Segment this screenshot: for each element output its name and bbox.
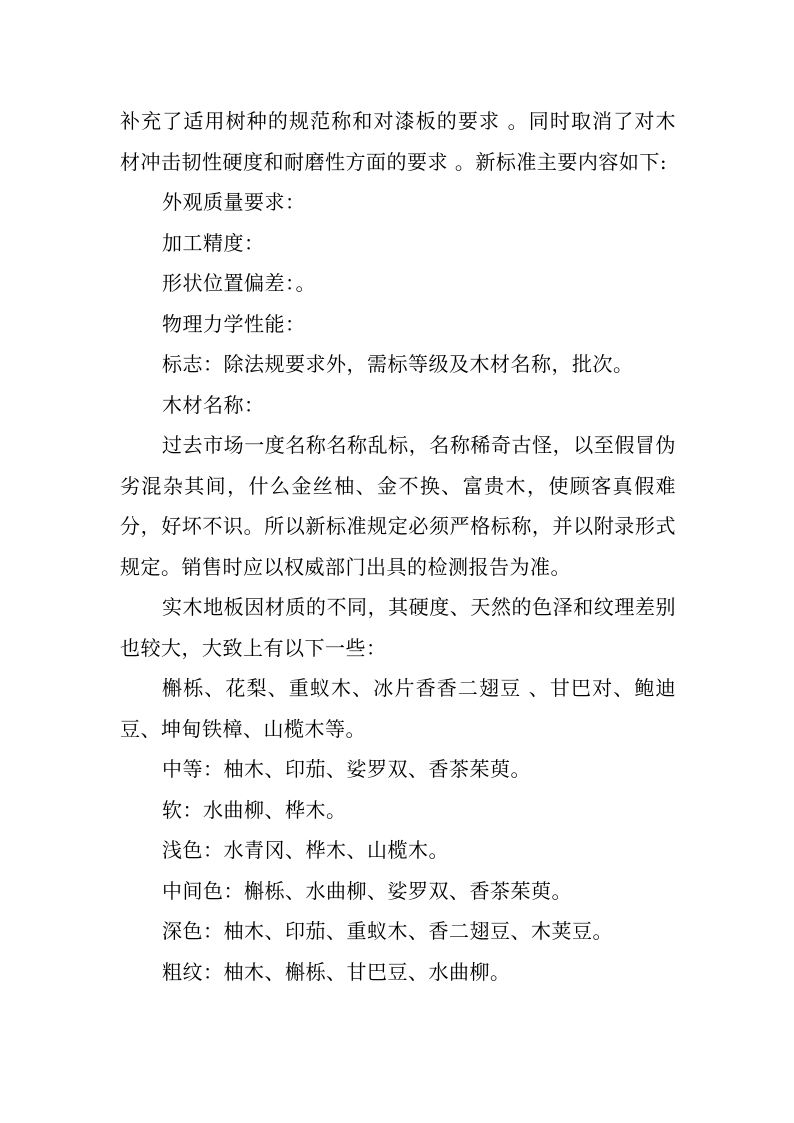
paragraph-marking: 标志：除法规要求外，需标等级及木材名称，批次。: [162, 352, 634, 376]
paragraph-hardness-intro: 实木地板因材质的不同，其硬度、天然的色泽和纹理差别也较大，大致上有以下一些：: [120, 595, 676, 660]
paragraph-shape-position-deviation: 形状位置偏差：。: [162, 271, 316, 295]
paragraph-medium-species: 中等：柚木、印茄、娑罗双、香茶茱萸。: [162, 757, 531, 781]
paragraph-dark-color: 深色：柚木、印茄、重蚁木、香二翅豆、木荚豆。: [162, 919, 613, 943]
paragraph-physical-mechanical: 物理力学性能：: [162, 311, 306, 336]
document-body: [120, 101, 676, 992]
paragraph-wood-name-heading: 木材名称：: [162, 392, 265, 417]
paragraph-soft-species: 软：水曲柳、桦木。: [162, 797, 347, 822]
paragraph-light-color: 浅色：水青冈、桦木、山榄木。: [162, 838, 449, 862]
paragraph-hard-species: 槲栎、花梨、重蚁木、冰片香香二翅豆 、甘巴对、鲍迪豆、坤甸铁樟、山榄木等。: [120, 676, 676, 741]
paragraph-appearance-quality: 外观质量要求：: [162, 190, 306, 214]
paragraph-standard-changes: 补充了适用树种的规范称和对漆板的要求 。同时取消了对木材冲击韧性硬度和耐磨性方面的要求 。新标准主要内容如下:: [120, 109, 676, 174]
paragraph-coarse-grain: 粗纹：柚木、槲栎、甘巴豆、水曲柳。: [162, 959, 511, 984]
paragraph-wood-name-history: 过去市场一度名称名称乱标，名称稀奇古怪，以至假冒伪劣混杂其间，什么金丝柚、金不换、富贵木，使顾客真假难分，好坏不识。所以新标准规定必须严格标称，并以附录形式规定。销售时应以权威部门出具的检测报告为准。: [120, 433, 676, 579]
paragraph-middle-color: 中间色：槲栎、水曲柳、娑罗双、香茶茱萸。: [162, 878, 572, 903]
paragraph-processing-precision: 加工精度：: [162, 230, 265, 255]
